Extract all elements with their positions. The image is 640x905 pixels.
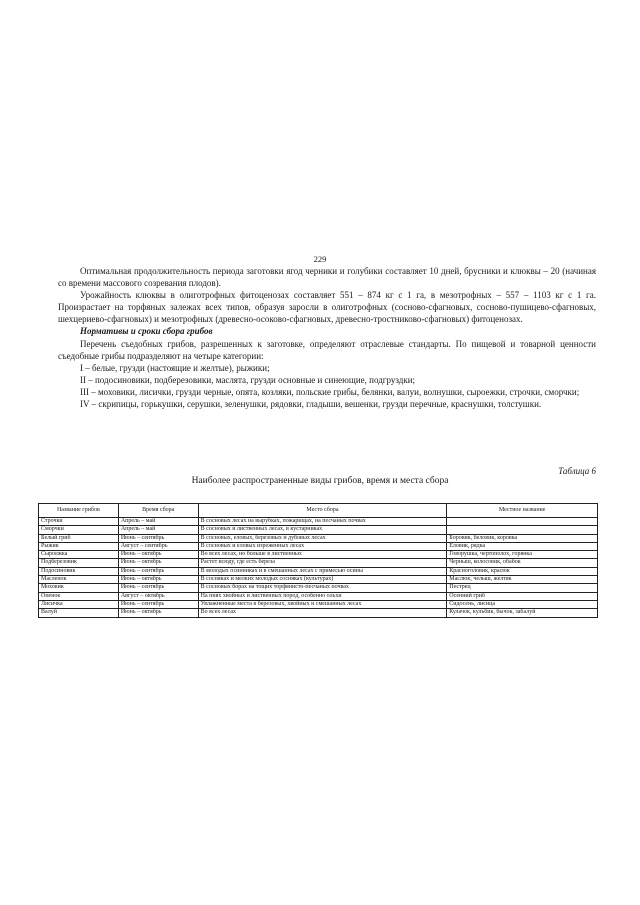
cell: Подберезовик — [39, 559, 119, 567]
body-text — [58, 265, 596, 410]
section-heading: Нормативы и сроки сбора грибов — [80, 326, 213, 337]
cell: Опенок — [39, 592, 119, 600]
cell: Лисичка — [39, 600, 119, 608]
cell: Говорушка, чертополох, горянка — [447, 551, 598, 559]
cell: Во всех лесах — [198, 609, 447, 617]
header-time: Время сбора — [118, 504, 198, 518]
cell: На пнях хвойных и лиственных пород, особенно ольхи — [198, 592, 447, 600]
cell: Сидосень, лисица — [447, 600, 598, 608]
cell: В сосняках и мелких молодых сосняках (культурах) — [198, 576, 447, 584]
table-row — [39, 551, 598, 559]
cell: Сморчки — [39, 526, 119, 534]
cell: Июнь – октябрь — [118, 609, 198, 617]
cell: Июнь – сентябрь — [118, 567, 198, 575]
cell: В молодых осинниках и в смешанных лесах с примесью осины — [198, 567, 447, 575]
category-item: IV – скрипицы, горькушки, серушки, зеленушки, рядовки, гладыши, вешенки, грузди перечные, краснушки, толстушки. — [80, 399, 542, 410]
cell: Увлажненные места в березовых, хвойных и смешанных лесах — [198, 600, 447, 608]
table-row — [39, 559, 598, 567]
cell: Сыроежка — [39, 551, 119, 559]
cell: Осенний гриб — [447, 592, 598, 600]
cell: Июнь – сентябрь — [118, 534, 198, 542]
table-title: Наиболее распространенные виды грибов, время и места сбора — [191, 476, 449, 486]
table-row — [39, 600, 598, 608]
cell: Июнь – октябрь — [118, 576, 198, 584]
table-row — [39, 518, 598, 526]
table-row — [39, 534, 598, 542]
cell: Валуй — [39, 609, 119, 617]
header-place: Место сбора — [198, 504, 447, 518]
cell: Апрель – май — [118, 526, 198, 534]
cell — [447, 526, 598, 534]
cell: В сосновых лесах на вырубках, пожарищах, на песчаных почвах — [198, 518, 447, 526]
table-row — [39, 592, 598, 600]
table-row — [39, 576, 598, 584]
cell: Апрель – май — [118, 518, 198, 526]
category-item: III – моховики, лисички, грузди черные, опята, козляки, польские грибы, белянки, валуи, волнушки, сыроежки, строчки, сморчки; — [80, 386, 580, 397]
cell: Рыжик — [39, 542, 119, 550]
table-row — [39, 584, 598, 592]
cell: Подосиновик — [39, 567, 119, 575]
cell: Еловик, рядка — [447, 542, 598, 550]
cell: Июнь – октябрь — [118, 551, 198, 559]
cell: В сосновых борах на тощих торфянисто-песчаных почвах — [198, 584, 447, 592]
cell: Июнь – октябрь — [118, 559, 198, 567]
header-local-name: Местное название — [447, 504, 598, 518]
table-row — [39, 526, 598, 534]
cell: Красноголовик, красюк — [447, 567, 598, 575]
header-name: Название грибов — [39, 504, 119, 518]
cell: Белый гриб — [39, 534, 119, 542]
table-row — [39, 542, 598, 550]
cell: В сосновых, еловых, березовых и дубовых лесах — [198, 534, 447, 542]
mushroom-table — [38, 503, 598, 618]
page-number: 229 — [313, 254, 327, 264]
table-row — [39, 567, 598, 575]
cell: Масленок — [39, 576, 119, 584]
cell: В сосновых и лиственных лесах, в кустарниках — [198, 526, 447, 534]
cell: Июнь – сентябрь — [118, 584, 198, 592]
cell — [447, 518, 598, 526]
cell: Пестрец — [447, 584, 598, 592]
cell: Моховик — [39, 584, 119, 592]
cell: Черныш, колосовик, обабок — [447, 559, 598, 567]
category-item: II – подосиновики, подберезовики, маслята, грузди основные и синеющие, подгруздки; — [80, 374, 416, 385]
paragraph: Урожайность клюквы в олиготрофных фитоценозах составляет 551 – 874 кг с 1 га, в мезотрофных – 557 – 1103 кг с 1 га. Произрастает на торфяных залежах всех типов, образуя заросли в олиготрофных (сосново-сфагновых, сосново-пушицево-сфагновых, шехцериево-сфагновых) и мезотрофных (древесно-осоково-сфагновых, древесно-тростниково-сфагновых) фитоценозах. — [58, 290, 596, 325]
table-row — [39, 609, 598, 617]
cell: Строчки — [39, 518, 119, 526]
cell: Июнь – сентябрь — [118, 600, 198, 608]
cell: Во всех лесах, но больше в лиственных — [198, 551, 447, 559]
cell: В сосновых и еловых изреженных лесах — [198, 542, 447, 550]
table-label: Таблица 6 — [558, 466, 596, 476]
cell: Боровик, беловик, коровка — [447, 534, 598, 542]
cell: Август – сентябрь — [118, 542, 198, 550]
cell: Кулачок, кульбик, бычок, забалуй — [447, 609, 598, 617]
category-item: I – белые, грузди (настоящие и желтые), рыжики; — [80, 362, 270, 373]
paragraph: Оптимальная продолжительность периода заготовки ягод черники и голубики составляет 10 дней, брусники и клюквы – 20 (начиная со времени массового созревания плодов). — [58, 266, 596, 289]
cell: Маслюк, челыш, желтяк — [447, 576, 598, 584]
table-header-row — [39, 504, 598, 518]
cell: Август – октябрь — [118, 592, 198, 600]
cell: Растет всюду, где есть береза — [198, 559, 447, 567]
paragraph: Перечень съедобных грибов, разрешенных к заготовке, определяют отраслевые стандарты. По пищевой и товарной ценности съедобные грибы подразделяют на четыре категории: — [58, 338, 596, 361]
